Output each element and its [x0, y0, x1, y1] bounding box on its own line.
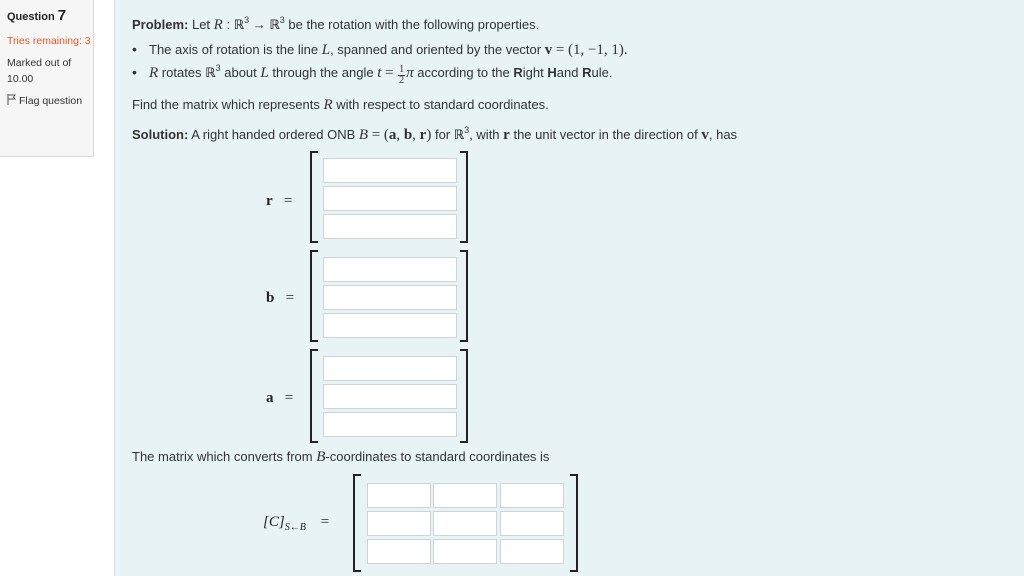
solution-text-4: the unit vector in the direction of — [513, 127, 698, 142]
question-number-value: 7 — [57, 7, 67, 24]
tries-remaining: Tries remaining: 3 — [7, 35, 91, 47]
vector-b-right-bracket — [460, 250, 468, 342]
matrix-entry-3-3[interactable] — [500, 539, 564, 564]
problem-text-let: Let — [191, 17, 211, 32]
find-text-rest: with respect to standard coordinates. — [336, 97, 549, 112]
matrix-entry-2-3[interactable] — [500, 511, 564, 536]
problem-text-rotation: be the rotation with the following properties. — [288, 17, 540, 32]
question-content — [114, 0, 1024, 576]
flag-icon — [7, 94, 17, 105]
problem-statement: Problem: Let R : ℝ$^3$ → ℝ$^3$ be the rotation with the following properties. — [132, 15, 540, 33]
matrix-entry-1-1[interactable] — [367, 483, 431, 508]
matrix-statement: The matrix which converts from B-coordinates to standard coordinates is — [132, 449, 550, 465]
vector-r-left-bracket — [310, 151, 318, 243]
solution-text-1: A right handed ordered ONB — [191, 127, 356, 142]
vector-r-entry-1[interactable] — [323, 158, 457, 183]
marked-out-of — [7, 55, 93, 87]
vector-b-entry-2[interactable] — [323, 285, 457, 310]
flag-label: Flag question — [19, 95, 83, 107]
hand-rest: and — [556, 65, 579, 80]
vector-r-label: r = — [266, 193, 293, 209]
bullet-axis-text-2: , spanned and oriented by the vector — [330, 42, 542, 57]
matrix-entry-3-2[interactable] — [433, 539, 497, 564]
matrix-text: The matrix which converts from — [132, 449, 313, 464]
matrix-text-rest: -coordinates to standard coordinates is — [325, 449, 550, 464]
rule-initial: R — [582, 65, 592, 80]
bullet-axis-text: The axis of rotation is the line — [149, 42, 319, 57]
angle-fraction: $\frac{1}{2}$ — [399, 64, 405, 86]
question-number — [7, 8, 93, 25]
solution-lead: Solution: — [132, 127, 189, 142]
matrix-right-bracket — [570, 474, 578, 572]
solution-text-5: , has — [708, 127, 738, 142]
matrix-entry-2-1[interactable] — [367, 511, 431, 536]
vector-value: (1, −1, 1). — [567, 42, 628, 58]
matrix-subscript: S←B — [284, 522, 306, 533]
solution-statement: Solution: A right handed ordered ONB B = (a, b, r) for ℝ$^3$, with r the unit vector in the direction of v, has — [132, 125, 738, 143]
vector-b-left-bracket — [310, 250, 318, 342]
matrix-left-bracket — [353, 474, 361, 572]
matrix-label: $[C]_{S\leftarrow B}$ = — [263, 514, 330, 533]
vector-a-entry-2[interactable] — [323, 384, 457, 409]
bullet-angle-through: through the angle — [272, 65, 374, 80]
matrix-entry-3-1[interactable] — [367, 539, 431, 564]
bullet-axis: • The axis of rotation is the line L, spanned and oriented by the vector v = (1, −1, 1). — [132, 41, 628, 58]
hand-initial: H — [547, 65, 557, 80]
vector-a-entry-3[interactable] — [323, 412, 457, 437]
flag-question-link[interactable] — [7, 93, 93, 109]
question-info-box — [0, 0, 94, 157]
find-statement: Find the matrix which represents R with respect to standard coordinates. — [132, 97, 549, 113]
problem-lead: Problem: — [132, 17, 189, 32]
right-initial: R — [513, 65, 523, 80]
vector-a-entry-1[interactable] — [323, 356, 457, 381]
vector-r-entry-3[interactable] — [323, 214, 457, 239]
solution-text-3: , with — [469, 127, 500, 142]
bullet-angle-about: about — [224, 65, 257, 80]
marked-label: Marked out of — [7, 57, 72, 69]
vector-a-right-bracket — [460, 349, 468, 443]
vector-a-left-bracket — [310, 349, 318, 443]
right-rest: ight — [522, 65, 544, 80]
matrix-entry-1-3[interactable] — [500, 483, 564, 508]
vector-r-right-bracket — [460, 151, 468, 243]
vector-b-label: b = — [266, 290, 295, 306]
matrix-label-c: [C] — [263, 514, 285, 530]
question-label: Question — [7, 11, 55, 23]
bullet-angle: • R rotates ℝ$^3$ about L through the angle t = $\frac{1}{2}$ π according to the Right Hand Rule. — [132, 63, 613, 86]
bullet-angle-text: rotates — [161, 65, 202, 80]
vector-b-entry-1[interactable] — [323, 257, 457, 282]
matrix-entry-2-2[interactable] — [433, 511, 497, 536]
marked-value: 10.00 — [7, 73, 34, 85]
vector-r-entry-2[interactable] — [323, 186, 457, 211]
vector-a-label: a = — [266, 390, 294, 406]
matrix-entry-1-2[interactable] — [433, 483, 497, 508]
bullet-angle-according: according to the — [417, 65, 510, 80]
rule-rest: ule. — [591, 65, 613, 80]
find-text: Find the matrix which represents — [132, 97, 320, 112]
vector-b-entry-3[interactable] — [323, 313, 457, 338]
solution-text-2: for — [434, 127, 451, 142]
